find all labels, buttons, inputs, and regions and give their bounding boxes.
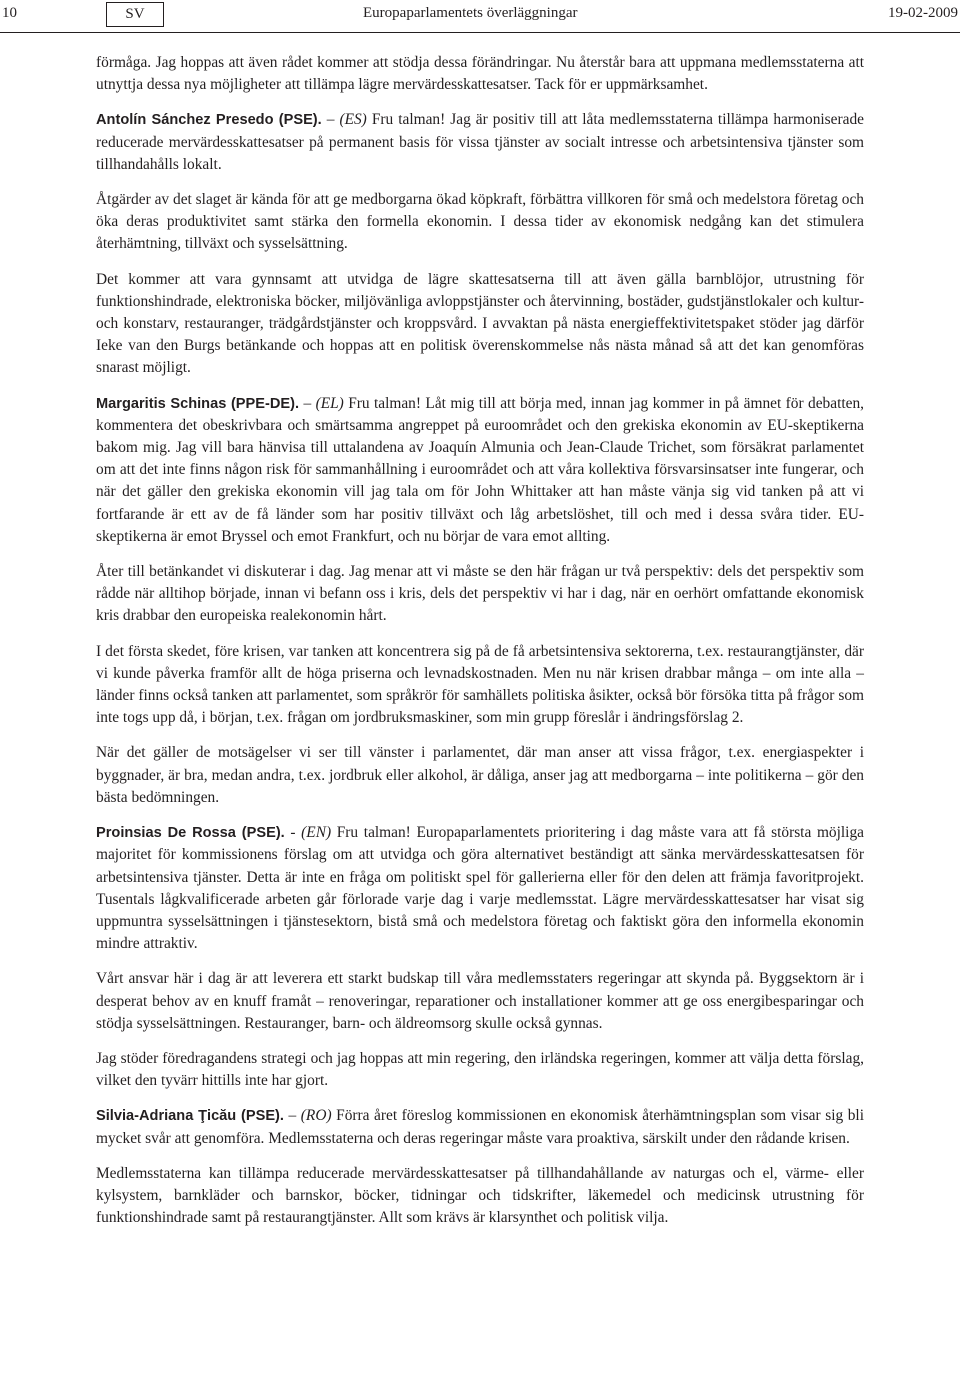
paragraph (96, 109, 864, 176)
running-title: Europaparlamentets överläggningar (363, 5, 578, 21)
paragraph (96, 393, 864, 548)
paragraph-text: förmåga. Jag hoppas att även rådet kommer att stödja dessa förändringar. Nu återstår bara att uppmana medlemsstaterna att utnyttja dessa nya möjligheter att tillämpa lägre mervärdesskattesatser. Tack för er uppmärksamhet. (96, 54, 864, 94)
paragraph (96, 822, 864, 955)
paragraph (96, 189, 864, 256)
paragraph (96, 742, 864, 809)
paragraph-text: Det kommer att vara gynnsamt att utvidga de lägre skattesatserna till att även gälla barnblöjor, utrustning för funktionshindrade, elektroniska böcker, miljövänliga avloppstjänster och återvinning, bostäder, gudstjänstlokaler och kultur- och konstarv, restauranger, trädgårdstjänster och kroppsvård. I avvaktan på nästa energieffektivitetspaket stöder jag därför Ieke van den Burgs betänkande och hoppas att en politisk överenskommelse nås nästa månad så att det kan genomföras snarast möjligt. (96, 270, 864, 377)
speaker-name: Proinsias De Rossa (PSE). (96, 825, 285, 842)
paragraph (96, 968, 864, 1035)
paragraph (96, 641, 864, 730)
speaker-name: Antolín Sánchez Presedo (PSE). (96, 112, 322, 129)
speaker-name: Silvia-Adriana Ţicău (PSE). (96, 1108, 284, 1125)
paragraph-text: När det gäller de motsägelser vi ser till vänster i parlamentet, där man anser att vissa frågor, t.ex. energiaspekter i byggnader, är bra, medan andra, t.ex. jordbruk eller alkohol, är dåliga, anser jag att medborgarna – inte politikerna – gör den bästa bedömningen. (96, 744, 864, 806)
paragraph (96, 269, 864, 380)
header-date: 19-02-2009 (888, 5, 958, 21)
paragraph-text: Vårt ansvar här i dag är att leverera ett starkt budskap till våra medlemsstaters regeringar att skynda på. Byggsektorn är i desperat behov av en knuff framåt – renoveringar, reparationer och installationer kommer att ge oss energibesparingar och stödja sysselsättningen. Restauranger, barn- och äldreomsorg skulle också gynnas. (96, 970, 864, 1032)
language-tag: – (ES) (321, 111, 367, 129)
page-number: 10 (2, 5, 17, 21)
language-tag: – (EL) (299, 394, 344, 412)
paragraph-text: I det första skedet, före krisen, var tanken att koncentrera sig på de få arbetsintensiva sektorerna, t.ex. restaurangtjänster, där vi kunde påverka framför allt de höga priserna och levnadskostnaden. Men nu när krisen drabbar många – om inte alla – länder finns också tanken att parlamentet, som språkrör för samhällets politiska åsikter, också bör försöka titta på frågor som inte togs upp då, i början, t.ex. frågan om jordbruksmaskiner, som min grupp föreslår i ändringsförslag 2. (96, 642, 864, 727)
paragraph-text: Jag stöder föredragandens strategi och jag hoppas att min regering, den irländska regeringen, kommer att välja detta förslag, vilket den tyvärr hittills inte har gjort. (96, 1049, 864, 1090)
document-body (96, 52, 864, 1242)
language-tag: – (RO) (283, 1107, 332, 1125)
paragraph-text: Åter till betänkandet vi diskuterar i dag. Jag menar att vi måste se den här frågan ur två perspektiv: dels det perspektiv som rådde när alltihop började, innan vi befann oss i kris, dels det perspektiv vi har i dag, när en oerhört omfattande ekonomisk kris drabbar den europeiska realekonomin hårt. (96, 563, 864, 625)
paragraph-text: Åtgärder av det slaget är kända för att ge medborgarna ökad köpkraft, förbättra villkoren för små och medelstora företag och öka deras produktivitet samt stärka den formella ekonomin. I dessa tider av ekonomisk nedgång kan det stimulera återhämtning, tillväxt och sysselsättning. (96, 191, 864, 253)
page-header (0, 0, 960, 33)
paragraph (96, 1048, 864, 1092)
speaker-name: Margaritis Schinas (PPE-DE). (96, 395, 300, 412)
paragraph-text: Fru talman! Låt mig till att börja med, innan jag kommer in på ämnet för debatten, kommentera det obeskrivbara och smärtsamma angreppet på euroområdet och den grekiska ekonomin av EU-skeptikerna bakom mig. Jag vill bara hänvisa till uttalandena av Joaquín Almunia och Jean-Claude Trichet, som försäkrat parlamentet om att det inte finns någon risk för sammanhållning i euroområdet och att våra kollektiva försvarsinsatser inte fungerar, och när det gäller den grekiska ekonomin vill jag tala om för John Whittaker att han måste vänja sig vid tanken på att vi fortfarande är ett av de få länder som har positiv tillväxt och låg arbetslöshet, till och med i dessa svåra tider. EU-skeptikerna är emot Bryssel och emot Frankfurt, och nu börjar de vara emot allting. (96, 394, 864, 545)
language-tag: - (EN) (284, 824, 332, 842)
language-badge: SV (106, 2, 164, 27)
paragraph-text: Förra året föreslog kommissionen en ekonomisk återhämtningsplan som visar sig bli mycket svår att genomföra. Medlemsstaterna och deras regeringar måste vara proaktiva, särskilt under den rådande krisen. (96, 1107, 864, 1147)
paragraph (96, 1105, 864, 1149)
paragraph (96, 52, 864, 96)
paragraph (96, 561, 864, 628)
paragraph-text: Fru talman! Europaparlamentets prioritering i dag måste vara att få största möjliga majoritet för kommissionens förslag om att utvidga och göra alternativet beständigt att sänka mervärdesskattesatsen för arbetsintensiva tjänster. Detta är inte en fråga om politiskt spel för gallerierna eller för den delen att främja favoritprojekt. Tusentals lågkvalificerade arbeten går förlorade varje dag i varje medlemsstat. Lägre mervärdesskattesatser har visat sig uppmuntra sysselsättningen i tjänstesektorn, bistå små och medelstora företag och faktiskt göra den informella ekonomin mindre attraktiv. (96, 824, 864, 953)
paragraph-text: Fru talman! Jag är positiv till att låta medlemsstaterna tillämpa harmoniserade reducerade mervärdesskattesatser på permanent basis för vissa tjänster av socialt intresse och arbetsintensiva tjänster som tillhandahålls lokalt. (96, 111, 864, 173)
paragraph-text: Medlemsstaterna kan tillämpa reducerade mervärdesskattesatser på tillhandahållande av naturgas och el, värme- eller kylsystem, barnkläder och barnskor, böcker, tidningar och tidskrifter, läkemedel och medicinsk utrustning för funktionshindrade samt på restaurangtjänster. Allt som krävs är klarsynthet och politisk vilja. (96, 1164, 864, 1227)
paragraph (96, 1163, 864, 1230)
